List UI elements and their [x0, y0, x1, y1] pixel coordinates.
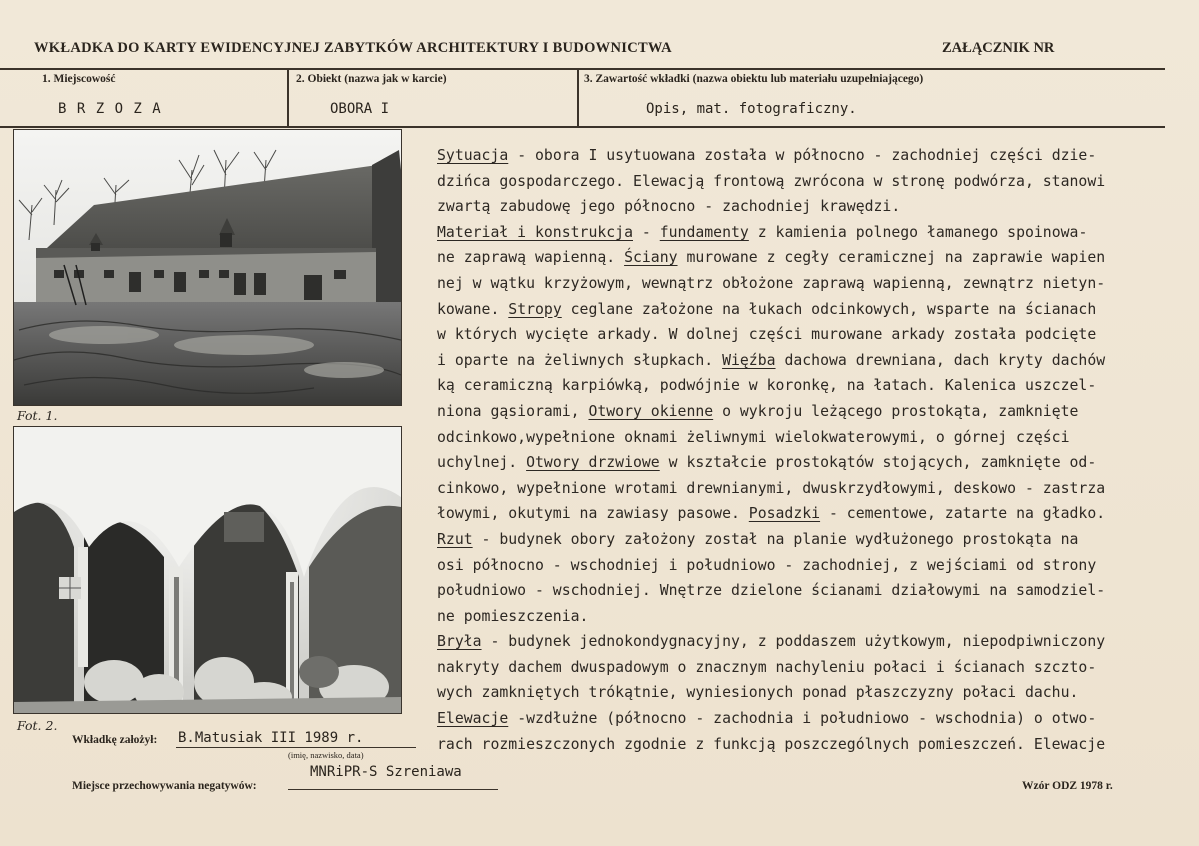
text-line: ne zaprawą wapienną. Ściany murowane z cegły ceramicznej na zaprawie wapien [437, 249, 1106, 267]
text-line: Elewacje -wzdłużne (północno - zachodnia i południowo - wschodnia) o otwo- [437, 710, 1097, 728]
object-label: 2. Obiekt (nazwa jak w karcie) [296, 73, 447, 85]
text-line: zwartą zabudowę jego północno - zachodniej krawędzi. [437, 198, 901, 216]
text-line: Sytuacja - obora I usytuowana została w północno - zachodniej części dzie- [437, 147, 1097, 164]
place-value: B R Z O Z A [58, 101, 162, 117]
photo-barn-interior [13, 426, 402, 714]
content-value: Opis, mat. fotograficzny. [646, 101, 857, 117]
text-line: południowo - wschodniej. Wnętrze dzielone ścianami działowymi na samodziel- [437, 582, 1106, 600]
section-heading-material: Materiał i konstrukcja [437, 223, 633, 241]
description-text [437, 143, 1192, 757]
text-line: ne pomieszczenia. [437, 607, 589, 625]
header-rule-top [0, 68, 1165, 70]
section-heading-otwory-drzwiowe: Otwory drzwiowe [526, 454, 660, 472]
photo2-caption: Fot. 2. [17, 718, 58, 733]
text-line: cinkowo, wypełnione wrotami drewnianymi, dwuskrzydłowymi, deskowo - zastrza [437, 479, 1106, 497]
photo1-caption: Fot. 1. [17, 408, 58, 423]
text-line: niona gąsiorami, Otwory okienne o wykroju leżącego prostokąta, zamknięte [437, 402, 1079, 420]
section-heading-bryla: Bryła [437, 633, 482, 651]
text-line: wych zamkniętych trókątnie, wyniesionych ponad płaszczyzny połaci dachu. [437, 684, 1079, 702]
negatives-underline [288, 789, 498, 790]
text-line: nakryty dachem dwuspadowym o znacznym nachyleniu połaci i ścianach szczto- [437, 658, 1097, 676]
text-line: kowane. Stropy ceglane założone na łukach odcinkowych, wsparte na ścianach [437, 300, 1097, 318]
photo-barn-exterior [13, 129, 402, 406]
section-heading-sciany: Ściany [624, 249, 678, 267]
text-line: uchylnej. Otwory drzwiowe w kształcie prostokątów stojących, zamknięte od- [437, 454, 1097, 472]
section-heading-wiezba: Więźba [722, 351, 776, 369]
content-label: 3. Zawartość wkładki (nazwa obiektu lub materiału uzupełniającego) [584, 73, 924, 85]
author-value: B.Matusiak III 1989 r. [178, 730, 364, 746]
text-line: osi północno - wschodniej i południowo - zachodniej, z wejściami od strony [437, 556, 1097, 574]
text-line: dzińca gospodarczego. Elewacją frontową zwrócona w stronę podwórza, stanowi [437, 172, 1106, 190]
text-line: ką ceramiczną karpiówką, podwójnie w koronkę, na łatach. Kalenica uszczel- [437, 377, 1097, 395]
text-line: Bryła - budynek jednokondygnacyjny, z poddaszem użytkowym, niepodpiwniczony [437, 633, 1106, 651]
text-line: Materiał i konstrukcja - fundamenty z kamienia polnego łamanego spoinowa- [437, 223, 1088, 241]
place-label: 1. Miejscowość [42, 73, 116, 85]
section-heading-elewacje: Elewacje [437, 710, 509, 728]
object-value: OBORA I [330, 101, 390, 117]
negatives-label: Miejsce przechowywania negatywów: [72, 780, 257, 792]
section-heading-sytuacja: Sytuacja [437, 147, 509, 164]
section-heading-rzut: Rzut [437, 530, 473, 548]
text-line: rach rozmieszczonych zgodnie z funkcją poszczególnych pomieszczeń. Elewacje [437, 735, 1106, 753]
attachment-number-label: ZAŁĄCZNIK NR [942, 40, 1055, 56]
section-heading-posadzki: Posadzki [748, 505, 821, 523]
card-title: WKŁADKA DO KARTY EWIDENCYJNEJ ZABYTKÓW ARCHITEKTURY I BUDOWNICTWA [34, 40, 672, 56]
section-heading-fundamenty: fundamenty [659, 223, 749, 241]
author-underline [176, 747, 416, 748]
text-line: nej w wątku krzyżowym, wewnątrz obłożone zaprawą wapienną, zewnątrz nietyn- [437, 274, 1106, 292]
author-label: Wkładkę założył: [72, 734, 158, 746]
section-heading-stropy: Stropy [508, 300, 562, 318]
header-rule-bottom [0, 126, 1165, 128]
text-line: i oparte na żeliwnych słupkach. Więźba dachowa drewniana, dach kryty dachów [437, 351, 1106, 369]
text-line: w których wycięte arkady. W dolnej części murowane arkady została podcięte [437, 326, 1097, 344]
field-divider-2 [577, 69, 579, 126]
field-divider-1 [287, 69, 289, 126]
text-line: łowymi, okutymi na zawiasy pasowe. Posadzki - cementowe, zatarte na gładko. [437, 505, 1106, 523]
author-hint: (imię, nazwisko, data) [288, 750, 364, 760]
text-line: Rzut - budynek obory założony został na planie wydłużonego prostokąta na [437, 530, 1079, 548]
negatives-value: MNRiPR-S Szreniawa [310, 764, 462, 780]
text-line: odcinkowo,wypełnione oknami żeliwnymi wielokwaterowymi, o górnej części [437, 428, 1070, 446]
section-heading-otwory-okienne: Otwory okienne [588, 402, 714, 420]
template-label: Wzór ODZ 1978 r. [1022, 780, 1113, 792]
